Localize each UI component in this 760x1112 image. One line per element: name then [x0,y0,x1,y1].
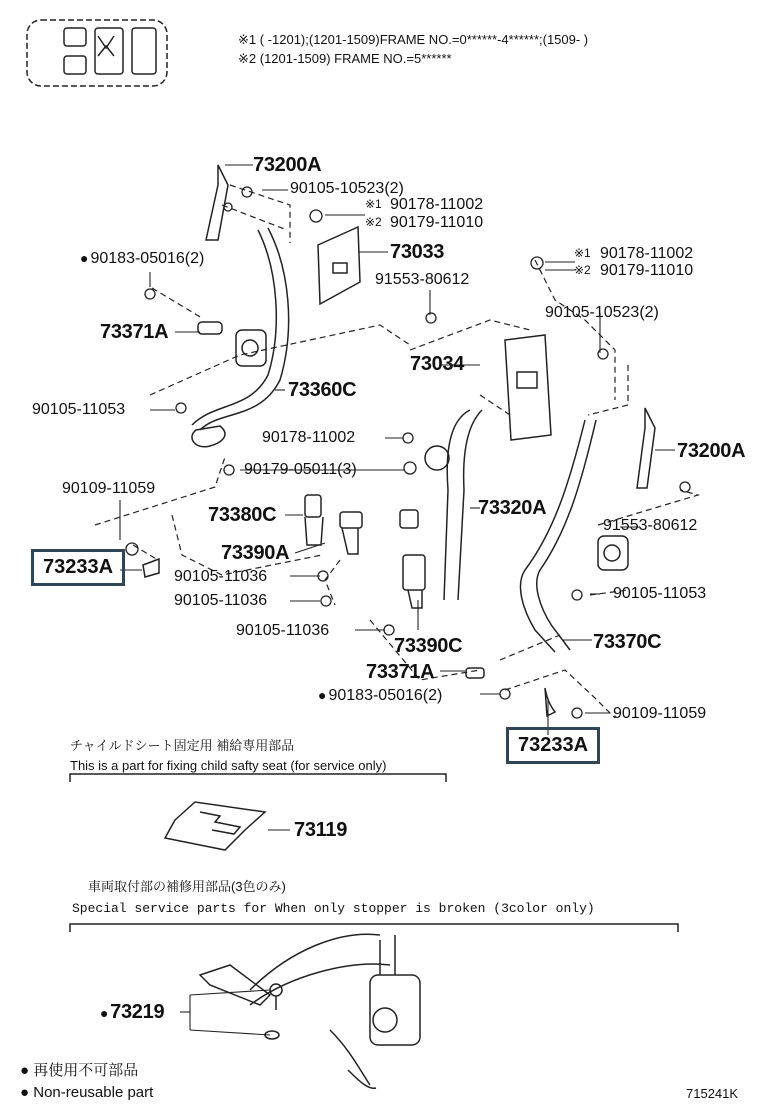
mark-2-top: ※2 [365,215,382,229]
part-90105-10523-right[interactable]: 90105-10523(2) [545,304,659,321]
part-73219[interactable]: ● 73219 [100,1001,165,1023]
part-91553-80612-right[interactable]: 91553-80612 [603,517,698,534]
part-73200A-right[interactable]: 73200A [677,440,746,462]
part-90179-05011[interactable]: 90179-05011(3) [244,461,357,478]
legend-jp: ● 再使用不可部品 [20,1062,139,1079]
part-90105-11036-a[interactable]: 90105-11036 [174,568,268,585]
part-90179-11010-right[interactable]: 90179-11010 [600,262,694,279]
part-73390C[interactable]: 73390C [394,635,463,657]
part-90183-05016-top[interactable]: ● 90183-05016(2) [80,250,205,267]
part-73233A-left[interactable]: 73233A [31,549,125,586]
part-90109-11059-right[interactable]: 90109-11059 [613,705,707,722]
frame-note-1: ※1 ( -1201);(1201-1509)FRAME NO.=0******-4******;(1509- ) [238,32,589,47]
part-90105-10523-top[interactable]: 90105-10523(2) [290,180,404,197]
part-90105-11053-right[interactable]: 90105-11053 [613,585,707,602]
part-90105-11036-c[interactable]: 90105-11036 [236,622,330,639]
frame-note-2: ※2 (1201-1509) FRAME NO.=5****** [238,51,452,66]
service-parts-note-en: Special service parts for When only stopper is broken (3color only) [72,901,595,916]
part-90105-11053-left[interactable]: 90105-11053 [32,401,126,418]
part-73390A[interactable]: 73390A [221,542,290,564]
non-reusable-dot-icon: ● [100,1005,109,1021]
non-reusable-dot-icon: ● [318,687,327,703]
part-73200A-top[interactable]: 73200A [253,154,322,176]
part-90109-11059-left[interactable]: 90109-11059 [62,480,156,497]
mark-2-right: ※2 [574,263,591,277]
part-91553-80612-top[interactable]: 91553-80612 [375,271,470,288]
figure-code: 715241K [686,1086,739,1101]
legend-en: ● Non-reusable part [20,1084,154,1101]
part-73033[interactable]: 73033 [390,241,445,263]
child-seat-note-en: This is a part for fixing child safty seat (for service only) [70,758,387,773]
car-seat-layout-icon [27,20,167,86]
part-73370C[interactable]: 73370C [593,631,662,653]
part-90179-11010-top[interactable]: 90179-11010 [390,214,484,231]
non-reusable-dot-icon: ● [80,250,89,266]
part-73233A-right[interactable]: 73233A [506,727,600,764]
part-90178-11002-mid[interactable]: 90178-11002 [262,429,356,446]
part-73034[interactable]: 73034 [410,353,465,375]
mark-1-top: ※1 [365,197,382,211]
part-90183-05016-bottom[interactable]: ● 90183-05016(2) [318,687,443,704]
part-73119[interactable]: 73119 [294,819,348,841]
part-90178-11002-right[interactable]: 90178-11002 [600,245,694,262]
child-seat-note-jp: チャイルドシート固定用 補給専用部品 [70,738,295,753]
part-73371A-mid[interactable]: 73371A [366,661,435,683]
part-73380C[interactable]: 73380C [208,504,277,526]
service-parts-note-jp: 車両取付部の補修用部品(3色のみ) [88,879,286,894]
mark-1-right: ※1 [574,246,591,260]
part-73371A-left[interactable]: 73371A [100,321,169,343]
part-90105-11036-b[interactable]: 90105-11036 [174,592,268,609]
part-73360C[interactable]: 73360C [288,379,357,401]
part-73320A[interactable]: 73320A [478,497,547,519]
non-reusable-dot-icon: ● [20,1062,30,1079]
non-reusable-dot-icon: ● [20,1084,30,1101]
part-90178-11002-top[interactable]: 90178-11002 [390,196,484,213]
